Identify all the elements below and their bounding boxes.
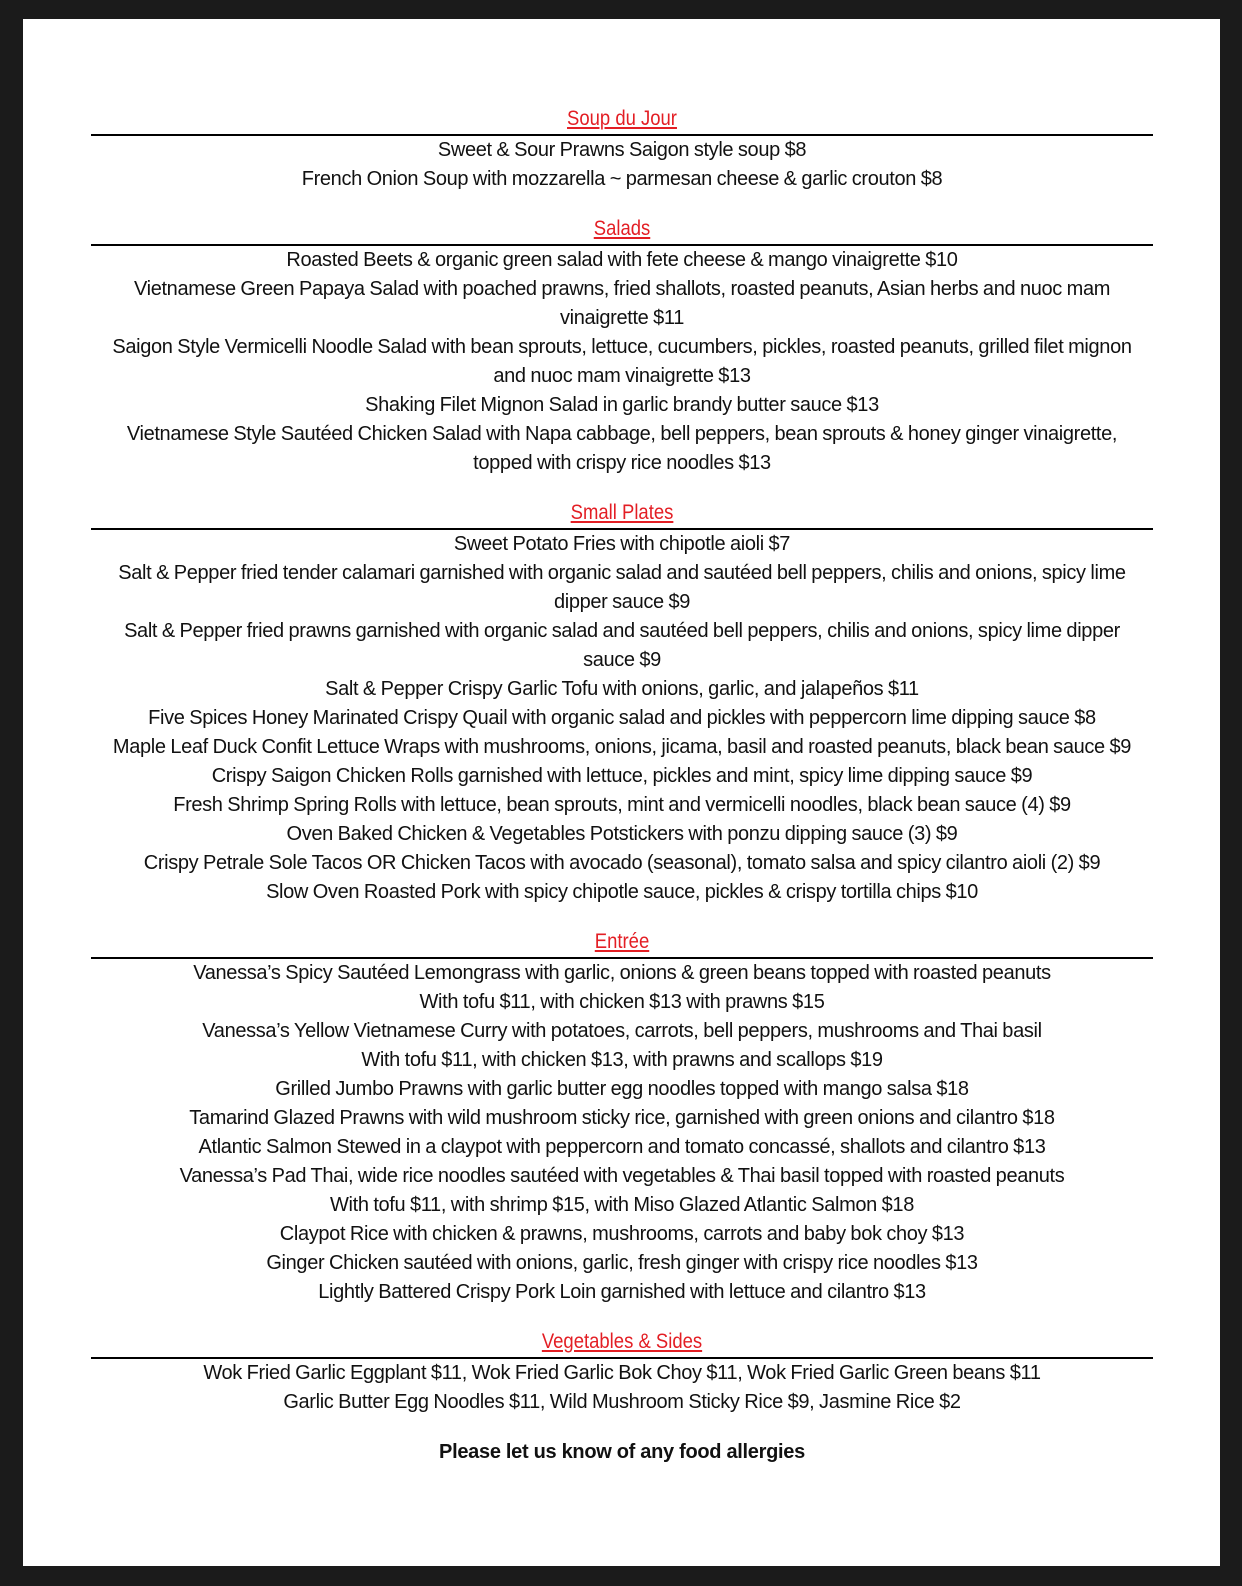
menu-item: Vietnamese Green Papaya Salad with poached prawns, fried shallots, roasted peanuts, Asian herbs and nuoc mam vinaigrette $11 <box>133 278 1111 329</box>
menu-item: Sweet Potato Fries with chipotle aioli $7 <box>453 533 791 555</box>
menu-item: Crispy Saigon Chicken Rolls garnished with lettuce, pickles and mint, spicy lime dipping sauce $9 <box>211 765 1033 787</box>
menu-item: With tofu $11, with chicken $13 with prawns $15 <box>419 991 825 1013</box>
menu-item: Atlantic Salmon Stewed in a claypot with peppercorn and tomato concassé, shallots and cilantro $13 <box>198 1136 1046 1158</box>
menu-item: With tofu $11, with chicken $13, with prawns and scallops $19 <box>361 1049 883 1071</box>
menu-item: With tofu $11, with shrimp $15, with Miso Glazed Atlantic Salmon $18 <box>330 1194 914 1216</box>
menu-item: Salt & Pepper fried tender calamari garnished with organic salad and sautéed bell peppers, chilis and onions, spicy lime dipper sauce $9 <box>118 562 1126 613</box>
menu-item: Roasted Beets & organic green salad with fete cheese & mango vinaigrette $10 <box>286 249 958 271</box>
menu-content <box>91 105 1153 1467</box>
menu-section <box>91 215 1153 478</box>
menu-sections <box>91 105 1153 1417</box>
menu-section <box>91 1328 1153 1417</box>
menu-item-list <box>91 136 1153 194</box>
allergy-note: Please let us know of any food allergies <box>439 1441 805 1463</box>
menu-section <box>91 105 1153 194</box>
section-title: Salads <box>593 217 651 240</box>
menu-item-list <box>91 530 1153 907</box>
section-title: Entrée <box>594 930 650 953</box>
menu-item: Salt & Pepper fried prawns garnished with organic salad and sautéed bell peppers, chilis and onions, spicy lime dipper sauce $9 <box>124 620 1120 671</box>
menu-item: Grilled Jumbo Prawns with garlic butter egg noodles topped with mango salsa $18 <box>275 1078 969 1100</box>
section-title: Small Plates <box>570 501 674 524</box>
menu-item: Vietnamese Style Sautéed Chicken Salad with Napa cabbage, bell peppers, bean sprouts & honey ginger vinaigrette, topped with crispy rice noodles $13 <box>126 423 1118 474</box>
menu-item-list <box>91 959 1153 1307</box>
menu-item: Sweet & Sour Prawns Saigon style soup $8 <box>437 139 807 161</box>
menu-item: Vanessa’s Spicy Sautéed Lemongrass with garlic, onions & green beans topped with roasted peanuts <box>193 962 1051 984</box>
menu-item: Slow Oven Roasted Pork with spicy chipotle sauce, pickles & crispy tortilla chips $10 <box>266 881 978 903</box>
menu-item: Salt & Pepper Crispy Garlic Tofu with onions, garlic, and jalapeños $11 <box>325 678 919 700</box>
menu-item: Vanessa’s Pad Thai, wide rice noodles sautéed with vegetables & Thai basil topped with roasted peanuts <box>179 1165 1065 1187</box>
menu-item: Lightly Battered Crispy Pork Loin garnished with lettuce and cilantro $13 <box>318 1281 926 1303</box>
menu-item: Wok Fried Garlic Eggplant $11, Wok Fried Garlic Bok Choy $11, Wok Fried Garlic Green beans $11 <box>203 1362 1041 1384</box>
menu-item: Five Spices Honey Marinated Crispy Quail with organic salad and pickles with peppercorn lime dipping sauce $8 <box>148 707 1096 729</box>
menu-section <box>91 928 1153 1307</box>
menu-item: Crispy Petrale Sole Tacos OR Chicken Tacos with avocado (seasonal), tomato salsa and spicy cilantro aioli (2) $9 <box>143 852 1101 874</box>
menu-page <box>23 19 1220 1566</box>
menu-item: Fresh Shrimp Spring Rolls with lettuce, bean sprouts, mint and vermicelli noodles, black bean sauce (4) $9 <box>173 794 1071 816</box>
menu-item: Vanessa’s Yellow Vietnamese Curry with potatoes, carrots, bell peppers, mushrooms and Thai basil <box>202 1020 1042 1042</box>
menu-section <box>91 499 1153 907</box>
menu-item: Garlic Butter Egg Noodles $11, Wild Mushroom Sticky Rice $9, Jasmine Rice $2 <box>283 1391 961 1413</box>
menu-item: French Onion Soup with mozzarella ~ parmesan cheese & garlic crouton $8 <box>301 168 943 190</box>
menu-item: Claypot Rice with chicken & prawns, mushrooms, carrots and baby bok choy $13 <box>279 1223 965 1245</box>
menu-item: Saigon Style Vermicelli Noodle Salad with bean sprouts, lettuce, cucumbers, pickles, roasted peanuts, grilled filet mignon and nuoc mam vinaigrette $13 <box>112 336 1132 387</box>
menu-item: Tamarind Glazed Prawns with wild mushroom sticky rice, garnished with green onions and cilantro $18 <box>189 1107 1055 1129</box>
section-title: Soup du Jour <box>567 107 677 130</box>
menu-item: Oven Baked Chicken & Vegetables Potstickers with ponzu dipping sauce (3) $9 <box>286 823 958 845</box>
menu-item: Ginger Chicken sautéed with onions, garlic, fresh ginger with crispy rice noodles $13 <box>266 1252 978 1274</box>
menu-item-list <box>91 246 1153 478</box>
menu-item-list <box>91 1359 1153 1417</box>
section-title: Vegetables & Sides <box>541 1330 703 1353</box>
menu-item: Shaking Filet Mignon Salad in garlic brandy butter sauce $13 <box>365 394 879 416</box>
menu-item: Maple Leaf Duck Confit Lettuce Wraps with mushrooms, onions, jicama, basil and roasted peanuts, black bean sauce $9 <box>112 736 1132 758</box>
